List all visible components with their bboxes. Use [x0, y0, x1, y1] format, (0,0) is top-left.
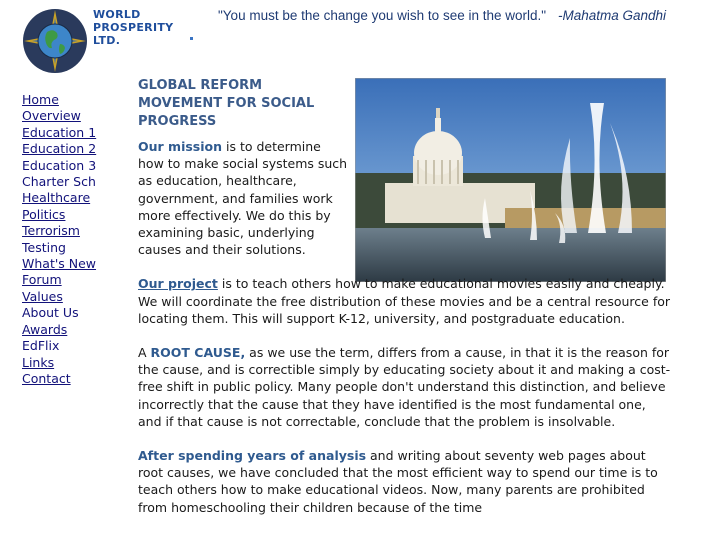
sidebar-nav: [22, 92, 96, 387]
root-cause-heading: ROOT CAUSE,: [150, 345, 246, 361]
nav-link-charter-sch[interactable]: Charter Sch: [22, 174, 96, 190]
nav-link-awards[interactable]: Awards: [22, 321, 68, 337]
page-title: GLOBAL REFORM MOVEMENT FOR SOCIAL PROGRESS: [138, 78, 315, 129]
nav-link-terrorism[interactable]: Terrorism: [22, 223, 80, 239]
nav-link-education-2[interactable]: Education 2: [22, 141, 97, 157]
nav-item-whats-new: [22, 256, 96, 272]
mission-text: is to determine how to make social systems such as education, healthcare, government, and families work more effectively. We do this by examining basic, underlying causes and their solutions.: [138, 139, 348, 258]
root-cause-text: as we use the term, differs from a cause, in that it is the reason for the cause, and is correctible simply by educating society about it and making a cost-free shift in public policy. Many people don't understand this distinction, and believe incorrectly that the cause that they have identified is the most fundamental one, and if that cause is not correctable, conclude that the problem is insolvable.: [138, 345, 671, 429]
nav-item-testing: [22, 240, 96, 256]
logo-wordmark: [93, 8, 183, 47]
nav-item-charter-sch: [22, 174, 96, 190]
mission-paragraph: [138, 138, 348, 258]
nav-link-education-3[interactable]: Education 3: [22, 157, 97, 173]
nav-link-education-1[interactable]: Education 1: [22, 124, 97, 140]
root-cause-prefix: A: [138, 345, 151, 361]
main-content: [138, 138, 673, 533]
nav-item-contact: [22, 371, 96, 387]
nav-item-education-1: [22, 125, 96, 141]
nav-item-home: [22, 92, 96, 108]
nav-link-testing[interactable]: Testing: [22, 239, 66, 255]
logo-line-3: LTD.: [93, 34, 121, 47]
header-quote: "You must be the change you wish to see in the world.": [218, 8, 547, 23]
project-text: is to teach others how to make educational movies easily and cheaply. We will coordinate the free distribution of these movies and be a central resource for locating them. This will support K-12, university, and postgraduate education.: [138, 276, 671, 326]
nav-item-values: [22, 289, 96, 305]
project-paragraph: [138, 275, 673, 327]
quote-author: -Mahatma Gandhi: [558, 8, 667, 23]
decorative-dot: [190, 37, 193, 40]
analysis-text: and writing about seventy web pages about root causes, we have concluded that the most efficient way to spend our time is to teach others how to make educational videos. Now, many parents are prohibited from homeschooling their children because of the time: [138, 448, 658, 515]
nav-link-healthcare[interactable]: Healthcare: [22, 190, 91, 206]
mission-heading: Our mission: [138, 139, 223, 154]
nav-item-education-3: [22, 158, 96, 174]
nav-link-home[interactable]: Home: [22, 92, 59, 107]
nav-item-overview: [22, 108, 96, 124]
nav-item-terrorism: [22, 223, 96, 239]
nav-item-links: [22, 355, 96, 371]
nav-link-edflix[interactable]: EdFlix: [22, 338, 60, 354]
globe-logo-icon: [22, 8, 88, 74]
nav-item-education-2: [22, 141, 96, 157]
analysis-paragraph: [138, 447, 673, 516]
nav-link-politics[interactable]: Politics: [22, 206, 66, 222]
root-cause-paragraph: [138, 344, 673, 430]
nav-link-forum[interactable]: Forum: [22, 272, 62, 288]
nav-item-edflix: [22, 338, 96, 354]
nav-item-awards: [22, 322, 96, 338]
nav-item-healthcare: [22, 190, 96, 206]
logo-line-1: WORLD: [93, 8, 141, 21]
nav-link-links[interactable]: Links: [22, 354, 55, 370]
nav-link-values[interactable]: Values: [22, 288, 63, 304]
nav-link-whats-new[interactable]: What's New: [22, 256, 97, 272]
logo-line-2: PROSPERITY: [93, 21, 174, 34]
nav-link-contact[interactable]: Contact: [22, 370, 71, 386]
nav-link-about-us[interactable]: About Us: [22, 305, 79, 321]
analysis-heading: After spending years of analysis: [138, 448, 367, 464]
nav-item-forum: [22, 272, 96, 288]
project-link[interactable]: Our project: [138, 276, 218, 292]
nav-item-politics: [22, 207, 96, 223]
nav-link-overview[interactable]: Overview: [22, 108, 81, 124]
nav-item-about-us: [22, 305, 96, 321]
